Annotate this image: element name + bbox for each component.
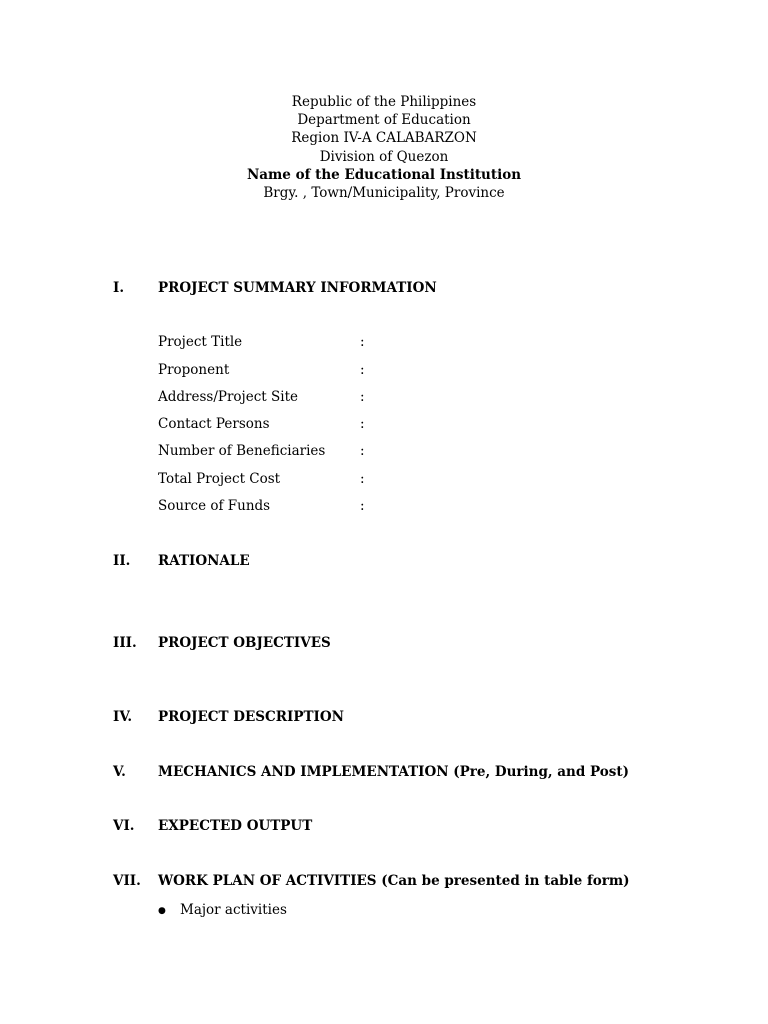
section-title: MECHANICS AND IMPLEMENTATION (Pre, During, and Post) <box>158 764 630 780</box>
field-colon: : <box>360 471 365 487</box>
section-title: PROJECT SUMMARY INFORMATION <box>158 280 437 296</box>
section-number: IV. <box>113 709 133 725</box>
field-label: Proponent <box>158 362 230 378</box>
bullet-icon: ● <box>158 906 166 916</box>
field-label: Number of Beneficiaries <box>158 443 326 459</box>
section-number: I. <box>113 280 125 296</box>
field-label: Contact Persons <box>158 416 270 432</box>
field-label: Address/Project Site <box>158 389 298 405</box>
section-number: II. <box>113 553 131 569</box>
field-label: Source of Funds <box>158 498 271 514</box>
section-number: III. <box>113 635 137 651</box>
section-number: VII. <box>113 873 141 889</box>
section-title: RATIONALE <box>158 553 250 569</box>
field-label: Project Title <box>158 334 243 350</box>
section-title: PROJECT OBJECTIVES <box>158 635 331 651</box>
header-department: Department of Education <box>297 112 471 129</box>
field-colon: : <box>360 389 365 405</box>
field-colon: : <box>360 443 365 459</box>
field-colon: : <box>360 416 365 432</box>
document-header <box>0 93 768 202</box>
section-number: VI. <box>113 818 135 834</box>
section-title: WORK PLAN OF ACTIVITIES (Can be presented in table form) <box>158 873 630 889</box>
field-colon: : <box>360 334 365 350</box>
header-address: Brgy. , Town/Municipality, Province <box>263 185 505 202</box>
header-republic: Republic of the Philippines <box>291 94 477 110</box>
bullet-text: Major activities <box>180 902 287 918</box>
field-colon: : <box>360 498 365 514</box>
section-number: V. <box>113 764 126 780</box>
field-colon: : <box>360 362 365 378</box>
header-division: Division of Quezon <box>319 148 449 165</box>
section-title: EXPECTED OUTPUT <box>158 818 313 834</box>
field-label: Total Project Cost <box>158 471 281 487</box>
header-institution: Name of the Educational Institution <box>246 166 522 183</box>
header-region: Region IV-A CALABARZON <box>291 130 477 147</box>
section-title: PROJECT DESCRIPTION <box>158 709 344 725</box>
